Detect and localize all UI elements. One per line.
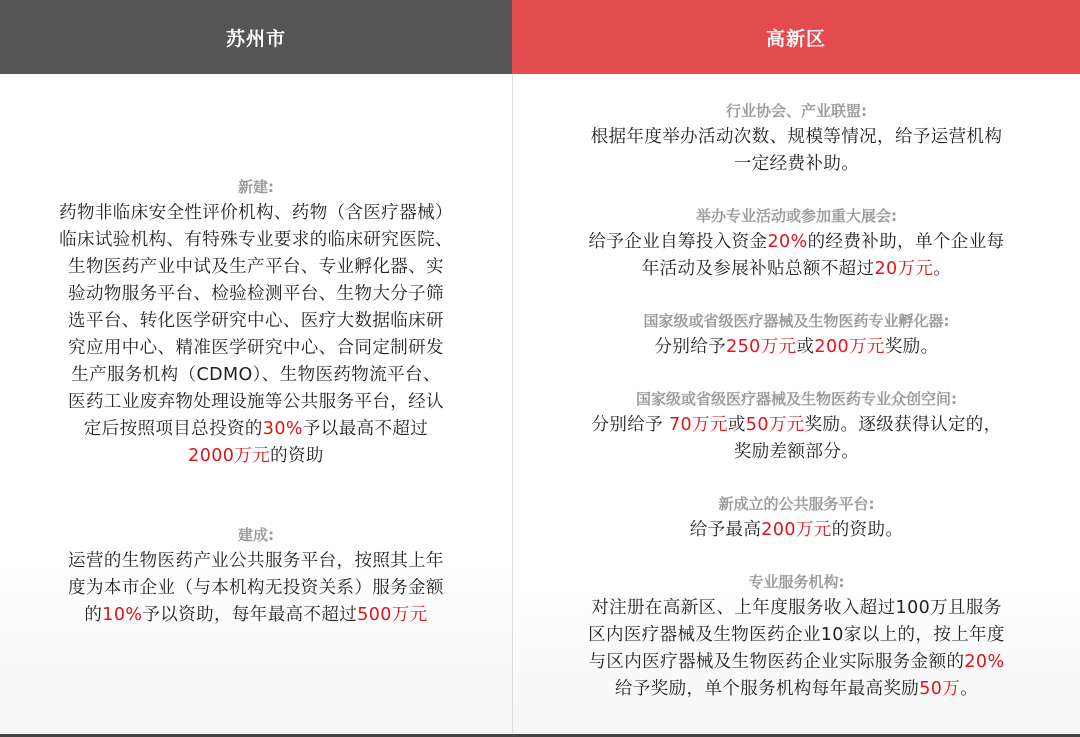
highlight-amount: 20% [767,232,808,252]
body-line [527,439,1066,466]
highlight-amount: 50万 [919,679,961,699]
section-title: 建成: [238,526,274,544]
policy-section [14,522,498,629]
highlight-amount: 500万元 [357,605,428,625]
text-run: 奖励。逐级获得认定的， [804,415,1002,435]
policy-section [14,174,498,470]
gaoxin-column [512,74,1080,733]
body-line [14,548,498,575]
section-body [527,517,1066,544]
text-run: 给予最高 [689,520,762,540]
text-run: 或 [796,337,815,357]
text-run: 的资助 [270,446,324,466]
header-suzhou: 苏州市 [0,0,512,74]
header-gaoxin: 高新区 [512,0,1080,74]
text-run: 。 [933,259,952,279]
text-run: 与区内医疗器械及生物医药企业实际服务金额的 [588,652,965,672]
section-gap [527,544,1066,569]
policy-section [527,569,1066,703]
text-run: 定后按照项目总投资的 [83,419,263,439]
text-run: 临床试验机构、有特殊专业要求的临床研究医院、 [59,230,453,250]
body-line [527,412,1066,439]
highlight-amount: 70万元 [669,415,728,435]
text-run: 的 [84,605,103,625]
text-run: 年活动及参展补贴总额不超过 [641,259,875,279]
policy-section [527,98,1066,178]
body-line [14,389,498,416]
text-run: 药物非临床安全性评价机构、药物（含医疗器械） [59,203,453,223]
body-line [527,256,1066,283]
text-run: 奖励差额部分。 [733,442,860,462]
text-run: 予以最高不超过 [302,419,429,439]
text-run: 的经费补助，单个企业每 [807,232,1005,252]
text-run: 对注册在高新区、上年度服务收入超过100万且服务 [591,598,1002,618]
section-title: 国家级或省级医疗器械及生物医药专业众创空间: [635,390,957,408]
text-run: 奖励。 [884,337,939,357]
text-run: 区内医疗器械及生物医药企业10家以上的，按上年度 [588,625,1005,645]
highlight-amount: 200万元 [814,337,885,357]
section-title: 行业协会、产业联盟: [726,102,867,120]
text-run: 生物医药产业中试及生产平台、专业孵化器、实 [68,257,444,277]
section-body [14,200,498,470]
section-body [527,595,1066,703]
section-gap [527,178,1066,203]
text-run: 给予奖励，单个服务机构每年最高奖励 [614,679,920,699]
body-line [14,227,498,254]
section-title: 专业服务机构: [748,573,845,591]
text-run: 根据年度举办活动次数、规模等情况，给予运营机构 [590,127,1003,147]
body-line [14,335,498,362]
section-gap [14,470,498,522]
section-title: 国家级或省级医疗器械及生物医药专业孵化器: [643,312,950,330]
body-line [527,649,1066,676]
body-line [527,229,1066,256]
section-body [527,334,1066,361]
body-line [14,281,498,308]
text-run: 选平台、转化医学研究中心、医疗大数据临床研 [68,311,444,331]
body-line [14,575,498,602]
section-body [527,229,1066,283]
section-body [527,124,1066,178]
text-run: 分别给予 [591,415,669,435]
section-title: 新成立的公共服务平台: [718,495,875,513]
highlight-amount: 2000万元 [188,446,271,466]
text-run: 予以资助，每年最高不超过 [142,605,358,625]
header-row [0,0,1080,74]
body-line [527,595,1066,622]
text-run: 生产服务机构（CDMO）、生物医药物流平台、 [71,365,441,385]
text-run: 医药工业废弃物处理设施等公共服务平台，经认 [68,392,444,412]
policy-section [527,308,1066,361]
body-line [527,622,1066,649]
highlight-amount: 10% [102,605,143,625]
body-line [14,443,498,470]
text-run: 。 [960,679,979,699]
body-line [527,517,1066,544]
text-run: 的资助。 [831,520,904,540]
suzhou-column [0,74,512,733]
section-body [527,412,1066,466]
text-run: 一定经费补助。 [733,154,860,174]
section-gap [527,361,1066,386]
text-run: 度为本市企业（与本机构无投资关系）服务金额 [68,578,444,598]
highlight-amount: 200万元 [761,520,832,540]
content-row [0,74,1080,733]
highlight-amount: 250万元 [726,337,797,357]
section-gap [527,466,1066,491]
body-line [14,416,498,443]
body-line [14,602,498,629]
section-body [14,548,498,629]
highlight-amount: 20万元 [874,259,934,279]
highlight-amount: 50万元 [745,415,805,435]
highlight-amount: 20% [964,652,1005,672]
body-line [527,151,1066,178]
policy-section [527,203,1066,283]
text-run: 运营的生物医药产业公共服务平台，按照其上年 [68,551,444,571]
body-line [14,200,498,227]
policy-section [527,491,1066,544]
section-title: 举办专业活动或参加重大展会: [696,207,897,225]
body-line [14,254,498,281]
policy-section [527,386,1066,466]
highlight-amount: 30% [262,419,303,439]
body-line [527,676,1066,703]
section-gap [527,283,1066,308]
body-line [14,308,498,335]
body-line [14,362,498,389]
text-run: 分别给予 [654,337,727,357]
text-run: 验动物服务平台、检验检测平台、生物大分子筛 [68,284,444,304]
text-run: 究应用中心、精准医学研究中心、合同定制研发 [68,338,444,358]
text-run: 或 [727,415,746,435]
section-title: 新建: [238,178,274,196]
text-run: 给予企业自筹投入资金 [588,232,768,252]
body-line [527,124,1066,151]
body-line [527,334,1066,361]
